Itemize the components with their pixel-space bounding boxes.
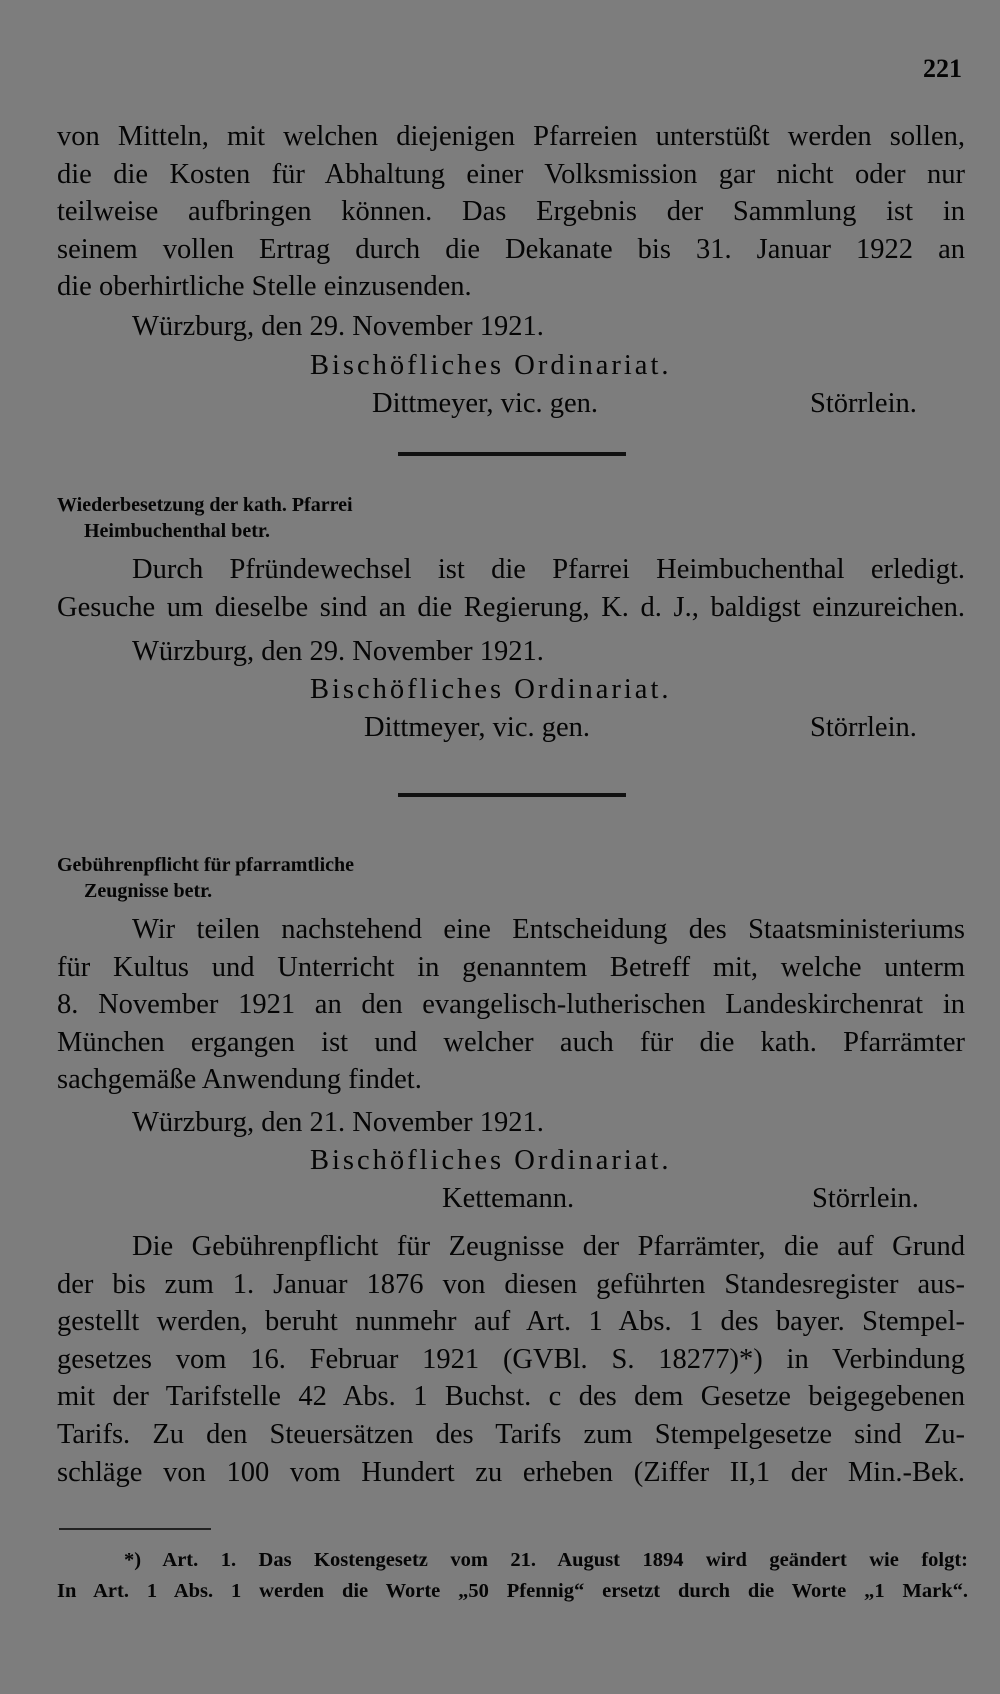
section1-signer-right: Störrlein. <box>810 388 917 419</box>
paragraph-line: gestellt werden, beruht nunmehr auf Art. 1 Abs. 1 des bayer. Stempel- <box>57 1306 965 1338</box>
section3-signer-right: Störrlein. <box>812 1183 919 1214</box>
section1-date: Würzburg, den 29. November 1921. <box>132 311 544 342</box>
paragraph-line: für Kultus und Unterricht in genanntem Betreff mit, welche unterm <box>57 951 965 983</box>
paragraph-line: von Mitteln, mit welchen diejenigen Pfarreien unterstüßt werden sollen, <box>57 121 965 152</box>
section3-signer-left: Kettemann. <box>442 1183 575 1214</box>
section3-paragraph <box>57 911 965 1099</box>
footnote-divider <box>59 1528 211 1530</box>
paragraph-line: die die Kosten für Abhaltung einer Volksmission gar nicht oder nur <box>57 158 965 190</box>
paragraph-line: sachgemäße Anwendung findet. <box>57 1064 422 1096</box>
paragraph-line: seinem vollen Ertrag durch die Dekanate bis 31. Januar 1922 an <box>57 233 965 265</box>
section2-paragraph <box>57 551 965 626</box>
section3-org: Bischöfliches Ordinariat. <box>310 1145 672 1176</box>
paragraph-line: Wir teilen nachstehend eine Entscheidung des Staatsministeriums <box>132 914 965 945</box>
section2-date: Würzburg, den 29. November 1921. <box>132 636 544 667</box>
paragraph-line: schläge von 100 vom Hundert zu erheben (Ziffer II,1 der Min.-Bek. <box>57 1456 965 1488</box>
paragraph-line: Die Gebührenpflicht für Zeugnisse der Pfarrämter, die auf Grund <box>132 1231 965 1262</box>
section1-org: Bischöfliches Ordinariat. <box>310 350 672 381</box>
paragraph-line: die oberhirtliche Stelle einzusenden. <box>57 271 472 303</box>
section3-subject-line: Gebührenpflicht für pfarramtliche <box>57 854 355 876</box>
footnote-line: *) Art. 1. Das Kostengesetz vom 21. August 1894 wird geändert wie folgt: <box>124 1549 968 1571</box>
section2-org: Bischöfliches Ordinariat. <box>310 674 672 705</box>
section2-subject-line: Heimbuchenthal betr. <box>84 520 270 542</box>
paragraph-line: Gesuche um dieselbe sind an die Regierung, K. d. J., baldigst einzureichen. <box>57 591 965 623</box>
section3-date: Würzburg, den 21. November 1921. <box>132 1107 544 1138</box>
section3-subject-line: Zeugnisse betr. <box>84 880 213 902</box>
paragraph-line: 8. November 1921 an den evangelisch-lutherischen Landeskirchenrat in <box>57 989 965 1021</box>
footnote-line: In Art. 1 Abs. 1 werden die Worte „50 Pfennig“ ersetzt durch die Worte „1 Mark“. <box>57 1580 968 1602</box>
section2-signer-right: Störrlein. <box>810 712 917 743</box>
paragraph-line: der bis zum 1. Januar 1876 von diesen geführten Standesregister aus- <box>57 1268 965 1300</box>
section1-signer-left: Dittmeyer, vic. gen. <box>372 388 598 419</box>
paragraph-line: mit der Tarifstelle 42 Abs. 1 Buchst. c des dem Gesetze beigegebenen <box>57 1381 965 1413</box>
section2-subject-line: Wiederbesetzung der kath. Pfarrei <box>57 494 353 516</box>
paragraph-line: Durch Pfründewechsel ist die Pfarrei Heimbuchenthal erledigt. <box>132 554 965 585</box>
paragraph-line: teilweise aufbringen können. Das Ergebnis der Sammlung ist in <box>57 196 965 228</box>
paragraph-line: Tarifs. Zu den Steuersätzen des Tarifs zum Stempelgesetze sind Zu- <box>57 1418 965 1450</box>
paragraph-line: München ergangen ist und welcher auch für die kath. Pfarrämter <box>57 1026 965 1058</box>
section-divider <box>398 452 626 456</box>
section4-paragraph <box>57 1228 965 1491</box>
paragraph-line: gesetzes vom 16. Februar 1921 (GVBl. S. 18277)*) in Verbindung <box>57 1343 965 1375</box>
page-number: 221 <box>923 54 962 83</box>
section1-paragraph <box>57 118 965 306</box>
section-divider <box>398 793 626 797</box>
section2-signer-left: Dittmeyer, vic. gen. <box>364 712 590 743</box>
